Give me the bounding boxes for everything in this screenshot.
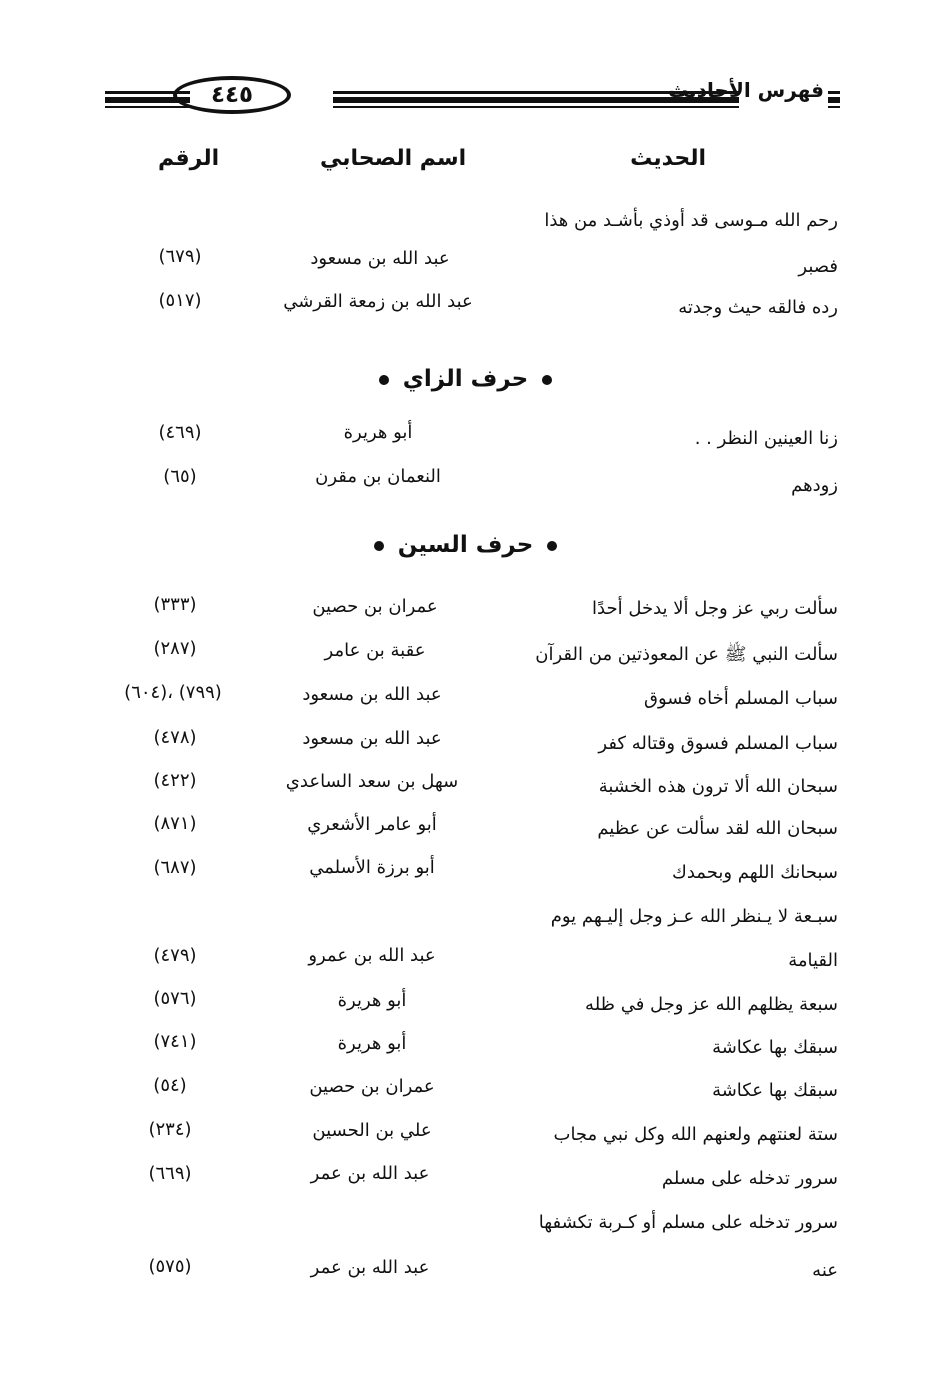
hadith-text: ستة لعنتهم ولعنهم الله وكل نبي مجاب [553, 1124, 838, 1145]
hadith-number: (٥٧٥) [148, 1256, 192, 1277]
hadith-number: (٤٧٩) [153, 945, 197, 966]
hadith-text: سبقك بها عكاشة [712, 1037, 838, 1058]
hadith-number: (٢٣٤) [148, 1119, 192, 1140]
hadith-text: سبحانك اللهم وبحمدك [672, 862, 838, 883]
page-number: ٤٤٥ [173, 76, 291, 114]
sahabi-name: عبد الله بن عمر [310, 1163, 430, 1184]
sahabi-name: عبد الله بن مسعود [302, 684, 442, 705]
hadith-text: فصبر [798, 256, 838, 277]
hadith-text: القيامة [788, 950, 838, 971]
hadith-text: سرور تدخله على مسلم [661, 1168, 838, 1189]
sahabi-name: عمران بن حصين [312, 596, 438, 617]
sahabi-name: عبد الله بن مسعود [302, 728, 442, 749]
hadith-text: رده فالقه حيث وجدته [678, 297, 838, 318]
sahabi-name: النعمان بن مقرن [315, 466, 441, 487]
hadith-number: (٤٦٩) [158, 422, 202, 443]
hadith-number: (٦٦٩) [148, 1163, 192, 1184]
hadith-number: (٦٥) [163, 466, 197, 487]
sahabi-name: أبو هريرة [337, 1033, 407, 1054]
bullet-icon [542, 375, 552, 385]
sahabi-name: عبد الله بن عمرو [308, 945, 436, 966]
bullet-icon [379, 375, 389, 385]
sahabi-name: عبد الله بن عمر [310, 1257, 430, 1278]
hadith-text: سباب المسلم أخاه فسوق [644, 688, 838, 709]
hadith-text: سألت النبي ﷺ عن المعوذتين من القرآن [535, 644, 838, 665]
hadith-text: زنا العينين النظر . . [694, 428, 838, 449]
hadith-number: (٥٤) [153, 1075, 187, 1096]
sahabi-name: علي بن الحسين [312, 1120, 432, 1141]
hadith-text: سباب المسلم فسوق وقتاله كفر [598, 733, 838, 754]
page-header [105, 76, 840, 122]
sahabi-name: عمران بن حصين [309, 1076, 435, 1097]
section-heading-zay: حرف الزاي [0, 366, 931, 392]
hadith-number: (٢٨٧) [153, 638, 197, 659]
sahabi-name: أبو هريرة [337, 990, 407, 1011]
sahabi-name: عقبة بن عامر [324, 640, 426, 661]
column-header-number: الرقم [158, 146, 220, 171]
hadith-number: (٧٤١) [153, 1031, 197, 1052]
sahabi-name: أبو هريرة [343, 422, 413, 443]
hadith-number: (٣٣٣) [153, 594, 197, 615]
hadith-number: (٦٠٤)، (٧٩٩) [124, 682, 222, 703]
bullet-icon [374, 541, 384, 551]
bullet-icon [547, 541, 557, 551]
hadith-number: (٥٧٦) [153, 988, 197, 1009]
hadith-number: (٦٧٩) [158, 246, 202, 267]
column-header-sahabi: اسم الصحابي [320, 146, 467, 171]
hadith-text: زودهم [791, 475, 838, 496]
header-rule-right [828, 91, 840, 108]
hadith-text: سبحان الله ألا ترون هذه الخشبة [598, 776, 838, 797]
hadith-text: سألت ربي عز وجل ألا يدخل أحدًا [592, 598, 838, 619]
sahabi-name: عبد الله بن زمعة القرشي [283, 291, 473, 312]
hadith-text-line1: رحم الله مـوسى قد أوذي بأشـد من هذا [544, 210, 838, 231]
hadith-text: عنه [812, 1260, 838, 1281]
hadith-text: سبعة يظلهم الله عز وجل في ظله [585, 994, 838, 1015]
hadith-number: (٦٨٧) [153, 857, 197, 878]
sahabi-name: أبو عامر الأشعري [307, 814, 437, 835]
section-heading-sin: حرف السين [0, 532, 931, 558]
hadith-number: (٤٧٨) [153, 727, 197, 748]
hadith-number: (٨٧١) [153, 813, 197, 834]
sahabi-name: عبد الله بن مسعود [310, 248, 450, 269]
sahabi-name: أبو برزة الأسلمي [309, 857, 435, 878]
hadith-number: (٤٢٢) [153, 770, 197, 791]
running-title: فهرس الأحاديث [668, 78, 824, 102]
hadith-number: (٥١٧) [158, 290, 202, 311]
hadith-text-line1: سرور تدخله على مسلم أو كـربة تكشفها [538, 1212, 838, 1233]
sahabi-name: سهل بن سعد الساعدي [285, 771, 459, 792]
column-header-hadith: الحديث [630, 146, 706, 171]
hadith-text: سبقك بها عكاشة [712, 1080, 838, 1101]
hadith-text-line1: سبـعة لا يـنظر الله عـز وجل إليـهم يوم [550, 906, 838, 927]
hadith-text: سبحان الله لقد سألت عن عظيم [597, 818, 838, 839]
